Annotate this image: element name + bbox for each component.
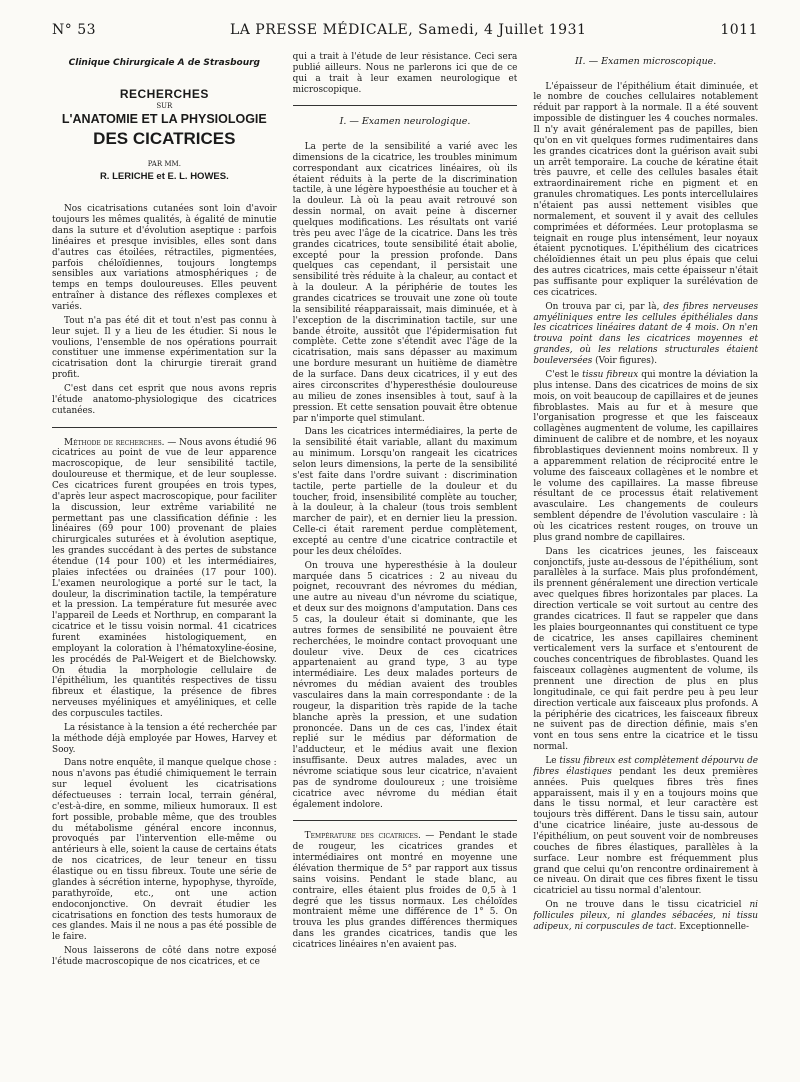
section-divider (293, 105, 518, 106)
section-heading: II. — Examen microscopique. (575, 56, 717, 67)
paragraph: Tout n'a pas été dit et tout n'est pas connu à leur sujet. Il y a lieu de les étudier. Si nous le voulions, l'ensemble de nos opérations pourrait constituer une immense expérimentation sur la cicatrisation dont la chirurgie tirerait grand profit. (52, 315, 277, 381)
column-2 (293, 52, 518, 1074)
paragraph (293, 831, 518, 950)
journal-title: LA PRESSE MÉDICALE, Samedi, 4 Juillet 1931 (229, 22, 587, 38)
paragraph: qui a trait à l'étude de leur résistance. Ceci sera publié ailleurs. Nous ne parlerons ici que de ce qui a trait à leur examen neurologique et microscopique. (292, 52, 518, 95)
paragraph (533, 900, 758, 933)
article-title-line-4: DES CICATRICES (93, 129, 236, 149)
paragraph: Dans les cicatrices intermédiaires, la perte de la sensibilité était variable, allant du maximum au minimum. Lorsqu'on rangeait les cicatrices selon leurs dimensions, la perte de la sensibilité s'est faite dans l'ordre suivant : discrimination tactile, perte partielle de la douleur et du toucher, froid, insensibilité complète au toucher, à la douleur, à la chaleur (tous trois semblent marcher de pair), et en dernier lieu la pression. Celle-ci était rarement perdue complètement, excepté au centre d'une cicatrice contractile et pour les deux chéloïdes. (292, 427, 518, 557)
paragraph (533, 370, 758, 544)
paragraph: L'épaisseur de l'épithélium était diminuée, et le nombre de couches cellulaires notablement réduit par rapport à la normale. Il a été souvent impossible de distinguer les 4 couches normales. Il n'y avait généralement pas de papilles, bien qu'on en vit quelques formes rudimentaires dans les grandes cicatrices dont la guérison avait subi un arrêt temporaire. La couche de kératine était très pauvre, et celle des cellules basales était extraordinairement riche en pigment et en granules chromatiques. Les ponts intercellulaires n'étaient pas aussi nettement visibles que normalement, et souvent il y avait des cellules comprimées et déformées. Leur protoplasma se teignait en rouge plus intensément, leur noyaux étaient pycnotiques. L'épithélium des cicatrices chéloïdiennes était un peu plus épais que celui des autres cicatrices, mais cette épaisseur n'était pas suffisante pour expliquer la surélévation de ces cicatrices. (533, 81, 759, 298)
paragraph: Dans les cicatrices jeunes, les faisceaux conjonctifs, juste au-dessous de l'épithélium, sont parallèles à la surface. Mais plus profondément, ils prennent généralement une direction verticale avec quelques fibres horizontales par places. La direction verticale se voit surtout au centre des grandes cicatrices. Il faut se rappeler que dans les plaies bourgeonnantes qui constituent ce type de cicatrice, les anses capillaires cheminent verticalement vers la surface et s'entourent de couches concentriques de fibroblastes. Quand les faisceaux collagènes augmentent de volume, ils prennent une direction de plus en plus longitudinale, ce qui fait perdre peu à peu leur direction verticale aux faisceaux plus profonds. A la périphérie des cicatrices, les faisceaux fibreux ne suivent pas de direction définie, mais s'en vont en tous sens entre la cicatrice et le tissu normal. (533, 546, 759, 753)
clinic-name: Clinique Chirurgicale A de Strasbourg (68, 58, 260, 68)
paragraph-text: (Voir figures). (592, 356, 658, 367)
paragraph-text: Exceptionnelle- (676, 921, 750, 932)
column-1 (52, 52, 277, 1074)
emphasis: ni follicules pileux, ni glandes sébacées, ni tissu adipeux, ni corpuscules de tact. (533, 900, 759, 932)
emphasis: tissu fibreux (582, 369, 639, 380)
column-3 (533, 52, 758, 1074)
article-title-line-2: SUR (156, 101, 173, 110)
run-in-heading: Température des cicatrices. (304, 831, 421, 842)
paragraph-text: C'est le (545, 369, 583, 380)
paragraph-text: — Pendant le stade de rougeur, les cicatrices grandes et intermédiaires ont montré en moyenne une élévation thermique de 5° par rapport aux tissus sains voisins. Pendant le stade blanc, au contraire, elles étaient plus froides de 0,5 à 1 degré que les tissus normaux. Les chéloïdes montraient même une différence de 1° 5. On trouva les plus grandes différences thermiques dans les grandes cicatrices, tandis que les cicatrices linéaires n'en avaient pas. (292, 831, 518, 951)
byline-prefix: PAR MM. (147, 160, 181, 169)
paragraph-text: pendant les deux premières années. Puis quelques fibres très fines apparaissent, mais il y en a toujours moins que dans le tissu normal, et leur caractère est toujours très différent. Dans le tissu sain, autour d'une cicatrice linéaire, juste au-dessous de l'épithélium, on peut souvent voir de nombreuses couches de fibres élastiques, parallèles à la surface. Leur nombre est fréquemment plus grand que celui qu'on rencontre ordinairement à ce niveau. On dirait que ces fibres fixent le tissu cicatriciel au tissu normal d'alentour. (533, 766, 759, 897)
paragraph: Dans notre enquête, il manque quelque chose : nous n'avons pas étudié chimiquement le terrain sur lequel évoluent les cicatrisations défectueuses : terrain local, terrain général, c'est-à-dire, en somme, milieux humoraux. Il est fort possible, probable même, que des troubles du métabolisme général encore inconnus, provoqués par l'intervention elle-même ou antérieurs à elle, soient la cause de certains états de nos cicatrices, de leur teneur en tissu élastique ou en tissu fibreux. Toute une série de glandes à sécrétion interne, hypophyse, thyroïde, parathyroïde, etc., ont une action endoconjonctive. On devrait étudier les cicatrisations en fonction des tests humoraux de ces glandes. Mais il ne nous a pas été possible de le faire. (52, 758, 277, 943)
article-columns (52, 52, 758, 1074)
section-divider (293, 820, 518, 821)
paragraph (533, 302, 758, 367)
section-heading: I. — Examen neurologique. (339, 116, 471, 128)
paragraph-text: Le (545, 756, 560, 766)
run-in-heading: Méthode de recherches. (64, 437, 165, 448)
paragraph: C'est dans cet esprit que nous avons repris l'étude anatomo-physiologique des cicatrices cutanées. (52, 383, 277, 416)
paragraph: La perte de la sensibilité a varié avec les dimensions de la cicatrice, les troubles minimum correspondant aux cicatrices linéaires, où ils étaient réduits à la perte de la discrimination tactile, à une légère hypoesthésie au toucher et à la douleur. Là où la peau avait retrouvé son dessin normal, on avait peine à discerner quelques modifications. Les résultats ont varié très peu avec l'âge de la cicatrice. Dans les très grandes cicatrices, toute sensibilité était abolie, excepté pour la pression profonde. Dans quelques cas cependant, il persistait une sensibilité très réduite à la chaleur, au contact et à la douleur. A la périphérie de toutes les grandes cicatrices se trouvait une zone où toute la sensibilité réapparaissait, mais diminuée, et à l'exception de la discrimination tactile, sur une bande étroite, aussitôt que l'épidermisation fut complète. Cette zone s'étendit avec l'âge de la cicatrisation, mais sans dépasser au maximum une bordure mesurant un huitième de diamètre de la surface. Dans deux cicatrices, il y eut des aires circonscrites d'hyperesthésie douloureuse au milieu de zones insensibles à tout, sauf à la pression. Et cette sensation pouvait être obtenue par n'importe quel stimulant. (292, 142, 518, 424)
section-divider (52, 427, 277, 428)
emphasis: des fibres nerveuses amyéliniques entre les cellules épithéliales dans les cicatrices linéaires datant de 4 mois. On n'en trouva point dans les cicatrices moyennes et grandes, où les relations structurales étaient bouleversées (533, 301, 759, 367)
article-title-line-3: L'ANATOMIE ET LA PHYSIOLOGIE (61, 112, 267, 127)
paragraph: Nos cicatrisations cutanées sont loin d'avoir toujours les mêmes qualités, à égalité de minutie dans la suture et d'évolution aseptique : parfois linéaires et presque invisibles, elles sont dans d'autres cas étoilées, rétractiles, pigmentées, parfois chéloïdiennes, toujours longtemps sensibles aux variations atmosphériques ; de temps en temps douloureuses. Elles peuvent entraîner à distance des réflexes complexes et variés. (52, 204, 277, 312)
paragraph: La résistance à la tension a été recherchée par la méthode déjà employée par Howes, Harvey et Sooy. (52, 722, 277, 755)
paragraph-text: qui montre la déviation la plus intense. Dans des cicatrices de moins de six mois, on voit beaucoup de capillaires et de jeunes fibroblastes. Mais au fur et à mesure que l'organisation progresse et que les faisceaux collagènes augmentent de volume, les capillaires diminuent de calibre et de nombre, et les noyaux fibroblastiques deviennent moins nombreux. Il y a apparemment relation de réciprocité entre le volume des faisceaux collagènes et le nombre et le volume des capillaires. La masse fibreuse résultant de ce processus était relativement avasculaire. Les changements de couleurs semblent dépendre de l'évolution vasculaire : là où les cicatrices restent rouges, on trouve un plus grand nombre de capillaires. (533, 369, 759, 543)
issue-number: N° 53 (52, 22, 97, 38)
page-number: 1011 (720, 22, 758, 38)
paragraph-text: On ne trouve dans le tissu cicatriciel (545, 900, 750, 911)
page-header (52, 22, 758, 42)
paragraph: Nous laisserons de côté dans notre exposé l'étude macroscopique de nos cicatrices, et ce (52, 946, 277, 967)
emphasis: tissu fibreux est complètement dépourvu de fibres élastiques (533, 756, 759, 777)
paragraph: On trouva une hyperesthésie à la douleur marquée dans 5 cicatrices : 2 au niveau du poignet, recouvrant des névromes du médian, une autre au niveau d'un névrome du sciatique, et deux sur des moignons d'amputation. Dans ces 5 cas, la douleur était si dominante, que les autres formes de sensibilité ne pouvaient être recherchées, le moindre contact provoquant une douleur vive. Deux de ces cicatrices appartenaient au grand type, 3 au type intermédiaire. Les deux malades porteurs de névromes du médian avaient des troubles vasculaires dans la main correspondante : de la rougeur, la disparition très rapide de la tache blanche après la pression, et une sudation prononcée. Dans un de ces cas, l'index était replié sur le médius par déformation de l'adducteur, et le médius avait une flexion insuffisante. Deux autres malades, avec un névrome sciatique sous leur cicatrice, n'avaient pas de syndrome douloureux ; une troisième cicatrice avec névrome du médian était également indolore. (292, 560, 518, 810)
paragraph-text: On trouva par ci, par là, (545, 301, 664, 312)
paragraph (52, 438, 277, 720)
paragraph-text: — Nous avons étudié 96 cicatrices au point de vue de leur apparence macroscopique, de leur sensibilité tactile, douloureuse et thermique, et de leur souplesse. Ces cicatrices furent groupées en trois types, d'après leur aspect macroscopique, pour faciliter la discussion, leur extrême variabilité ne permettant pas une classification définie : les linéaires (69 pour 100) provenant de plaies chirurgicales suturées et à évolution aseptique, les grandes succédant à des pertes de substance étendue (14 pour 100) et les intermédiaires, plaies infectées ou drainées (17 pour 100). L'examen neurologique a porté sur le tact, la douleur, la discrimination tactile, la température et la pression. La température fut mesurée avec l'appareil de Leeds et Northrup, en comparant la cicatrice et le tissu voisin normal. 41 cicatrices furent examinées histologiquement, en employant la coloration à l'hématoxyline-éosine, les procédés de Pal-Weigert et de Bielchowsky. On étudia la morphologie cellulaire de l'épithélium, les quantités respectives de tissu fibreux et élastique, la présence de fibres nerveuses myéliniques et amyéliniques, et celle des corpuscules tactiles. (52, 437, 277, 720)
authors: R. LERICHE et E. L. HOWES. (99, 170, 229, 182)
article-title-line-1: RECHERCHES (119, 86, 209, 101)
paragraph (533, 756, 758, 897)
